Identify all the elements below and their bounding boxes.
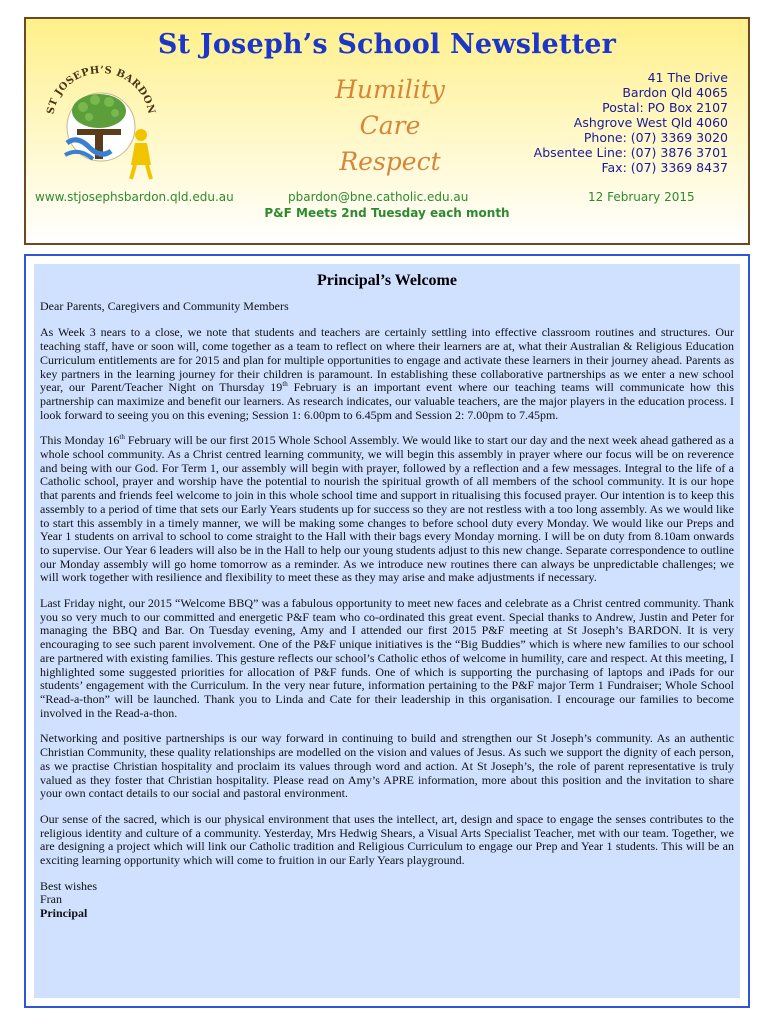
school-motto (310, 72, 470, 180)
newsletter-header (24, 17, 750, 245)
address-line: Bardon Qld 4065 (622, 85, 728, 100)
paragraph-text: As Week 3 nears to a close, we note that students and teachers are certainly settling into effective classroom routines and structures. Our teaching staff, have or soon will, come together as a team to reflect on where their learners are at, what their Australian & Religious Education Curriculum entitlements are for 2015 and plan for multiple opportunities to engage and activate these learners in their journey ahead. Parents as key partners in the learning journey for their children is paramount. In establishing these collaborative partnerships as we enter a new school year, our Parent/Teacher Night on Thursday 19 (40, 325, 734, 395)
greeting: Dear Parents, Caregivers and Community Members (40, 298, 289, 313)
article-title: Principal’s Welcome (317, 272, 457, 289)
address-line: Ashgrove West Qld 4060 (573, 115, 728, 130)
email-link[interactable]: pbardon@bne.catholic.edu.au (288, 190, 469, 204)
signatory-name: Fran (40, 892, 62, 907)
signatory-role: Principal (40, 906, 88, 921)
school-logo (37, 55, 165, 185)
principal-welcome-frame (24, 254, 750, 1008)
paragraph (40, 434, 734, 585)
address-line: 41 The Drive (647, 70, 728, 85)
address-line: Postal: PO Box 2107 (602, 100, 728, 115)
pf-meeting-note: P&F Meets 2nd Tuesday each month (264, 206, 510, 220)
principal-welcome-panel (34, 264, 740, 998)
paragraph-text: February is an important event where our teaching teams will communicate how this partnership can maximize and benefit our learners. As research indicates, our valuable teachers, are the major players in the education process. I look forward to seeing you on this evening; Session 1: 6.00pm to 6.45pm and Session 2: 7.00pm to 7.45pm. (40, 380, 734, 422)
newsletter-title: St Joseph’s School Newsletter (157, 29, 617, 60)
motto-word: Care (359, 111, 421, 140)
ordinal-suffix: th (119, 433, 125, 442)
motto-word: Respect (339, 147, 441, 176)
school-address (534, 70, 728, 175)
paragraph (40, 326, 734, 422)
motto-word: Humility (335, 75, 445, 104)
paragraph: Our sense of the sacred, which is our physical environment that uses the intellect, art, design and space to engage the senses contributes to the religious identity and culture of a community. Yesterday, Mrs Hedwig Shears, a Visual Arts Specialist Teacher, met with our team. Together, we are designing a project which will link our Catholic tradition and Religious Curriculum to engage our Prep and Year 1 students. This will be an exciting learning opportunity which will come to fruition in our Early Years playground. (40, 811, 734, 868)
ordinal-suffix: th (282, 380, 288, 389)
website-link[interactable]: www.stjosephsbardon.qld.edu.au (35, 190, 234, 204)
address-line: Fax: (07) 3369 8437 (601, 160, 728, 175)
logo-arc-text: ST JOSEPH’S BARDON (45, 64, 157, 116)
closing: Best wishes (40, 878, 97, 893)
paragraph: Networking and positive partnerships is our way forward in continuing to build and strengthen our St Joseph’s community. As an authentic Christian Community, these quality relationships are modelled on the vision and values of Jesus. As such we support the dignity of each person, as we practise Christian hospitality and proclaim its values through word and action. At St Joseph’s, the role of parent representative is truly valued as they foster that Christian hospitality. Please read on Amy’s APRE information, more about this position and the invitation to share your own contact details to our social and pastoral environment. (40, 731, 734, 801)
issue-date: 12 February 2015 (588, 190, 695, 204)
paragraph-text: This Monday 16 (40, 433, 120, 448)
address-line: Phone: (07) 3369 3020 (583, 130, 728, 145)
sign-off (40, 880, 734, 921)
address-line: Absentee Line: (07) 3876 3701 (533, 145, 728, 160)
paragraph-text: February will be our first 2015 Whole School Assembly. We would like to start our day and the next week ahead gathered as a whole school community. As a Christ centred learning community, we will begin this assembly in prayer where our focus will be on reverence and being with our God. For Term 1, our assembly will begin with prayer, followed by a reflection and a few messages. Integral to the life of a Catholic school, prayer and worship have the potential to nourish the spiritual growth of all members of the school community. It is our hope that parents and friends feel welcome to join in this whole school time and support in ritualising this focused prayer. Our intention is to keep this assembly to a period of time that sets our Early Years students up for success so they are not restless with a too long assembly. As we would like to start this assembly in a timely manner, we will be making some changes to before school duty every Monday. We would like our Preps and Year 1 students on arrival to school to come straight to the Hall with their bags every Monday morning. I will be on duty from 8.10am onwards to supervise. Our Year 6 leaders will also be in the Hall to help our young students adjust to this new change. Separate correspondence to outline our Monday assembly will go home tomorrow as a reminder. As we introduce new routines there can always be unpredictable challenges; we will work together with resilience and flexibility to meet these as they may arise and make adjustments if necessary. (40, 433, 734, 585)
paragraph: Last Friday night, our 2015 “Welcome BBQ” was a fabulous opportunity to meet new faces and celebrate as a Christ centred community. Thank you so very much to our committed and energetic P&F team who co-ordinated this great event. Special thanks to Andrew, Justin and Peter for managing the BBQ and Bar. On Tuesday evening, Amy and I attended our first 2015 P&F meeting at St Joseph’s BARDON. It is very encouraging to see such parent involvement. One of the P&F unique initiatives is the “Big Buddies” which is where new families to our school are partnered with existing families. This gesture reflects our school’s Catholic ethos of welcome in humility, care and respect. At this meeting, I highlighted some suggested priorities for allocation of P&F funds. One of which is supporting the purchasing of laptops and iPads for our students’ engagement with the Curriculum. In the very near future, information pertaining to the P&F major Term 1 Fundraiser; Whole School “Read-a-thon” will be launched. Thank you to Linda and Cate for their leadership in this organisation. I encourage our families to become involved in the Read-a-thon. (40, 596, 734, 720)
